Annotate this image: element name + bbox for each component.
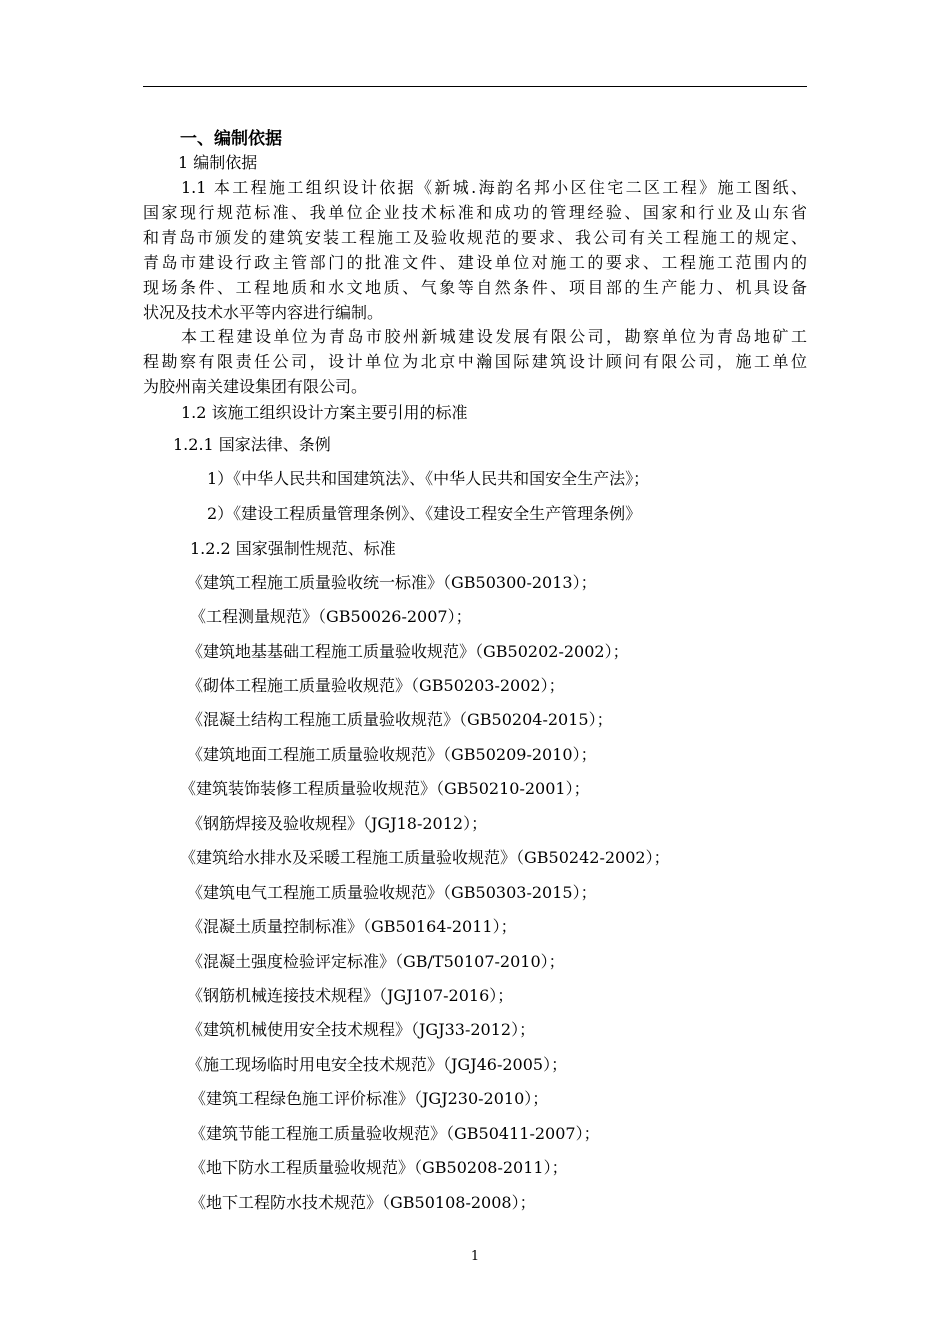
para2-line: 程勘察有限责任公司，设计单位为北京中瀚国际建筑设计顾问有限公司，施工单位 [143, 352, 807, 371]
standard-item: 《建筑节能工程施工质量验收规范》（GB50411-2007）； [190, 1124, 600, 1143]
standard-item: 《建筑机械使用安全技术规程》（JGJ33-2012）； [187, 1020, 536, 1039]
standard-item: 《建筑工程施工质量验收统一标准》（GB50300-2013）； [187, 573, 597, 592]
para1-line: 状况及技术水平等内容进行编制。 [143, 303, 384, 322]
standard-item: 《工程测量规范》（GB50026-2007）； [190, 607, 472, 626]
section-heading: 一、编制依据 [180, 129, 282, 149]
page-number: 1 [470, 1249, 480, 1264]
standard-item: 《建筑地基基础工程施工质量验收规范》（GB50202-2002）； [187, 642, 629, 661]
standard-item: 《砌体工程施工质量验收规范》（GB50203-2002）； [187, 676, 565, 695]
para1-line: 和青岛市颁发的建筑安装工程施工及验收规范的要求、我公司有关工程施工的规定、 [143, 228, 807, 247]
standard-item: 《建筑给水排水及采暖工程施工质量验收规范》（GB50242-2002）； [180, 848, 670, 867]
para2-line: 本工程建设单位为青岛市胶州新城建设发展有限公司，勘察单位为青岛地矿工 [181, 327, 807, 346]
header-rule [143, 86, 807, 87]
standard-item: 《建筑电气工程施工质量验收规范》（GB50303-2015）； [187, 883, 597, 902]
para1-line: 现场条件、工程地质和水文地质、气象等自然条件、项目部的生产能力、机具设备 [143, 278, 807, 297]
sub-heading: 1 编制依据 [178, 153, 258, 172]
standard-item: 《施工现场临时用电安全技术规范》（JGJ46-2005）； [187, 1055, 568, 1074]
para1-line: 1.1 本工程施工组织设计依据《新城.海韵名邦小区住宅二区工程》施工图纸、 [181, 178, 807, 197]
subsection-heading-1-2-2: 1.2.2 国家强制性规范、标准 [190, 539, 396, 558]
standard-item: 《混凝土强度检验评定标准》（GB/T50107-2010）； [187, 952, 565, 971]
standard-item: 《钢筋机械连接技术规程》（JGJ107-2016）； [187, 986, 514, 1005]
subsection-heading-1-2: 1.2 该施工组织设计方案主要引用的标准 [181, 403, 468, 422]
standard-item: 《建筑工程绿色施工评价标准》（JGJ230-2010）； [190, 1089, 549, 1108]
law-item: 1）《中华人民共和国建筑法》、《中华人民共和国安全生产法》； [207, 469, 650, 488]
standard-item: 《混凝土结构工程施工质量验收规范》（GB50204-2015）； [187, 710, 613, 729]
para1-line: 国家现行规范标准、我单位企业技术标准和成功的管理经验、国家和行业及山东省 [143, 203, 807, 222]
law-item: 2）《建设工程质量管理条例》、《建设工程安全生产管理条例》 [207, 504, 642, 523]
standard-item: 《混凝土质量控制标准》（GB50164-2011）； [187, 917, 517, 936]
subsection-heading-1-2-1: 1.2.1 国家法律、条例 [173, 435, 331, 454]
standard-item: 《建筑装饰装修工程质量验收规范》（GB50210-2001）； [180, 779, 590, 798]
standard-item: 《地下防水工程质量验收规范》（GB50208-2011）； [190, 1158, 568, 1177]
para2-line: 为胶州南关建设集团有限公司。 [143, 377, 368, 396]
standard-item: 《钢筋焊接及验收规程》（JGJ18-2012）； [187, 814, 488, 833]
standard-item: 《建筑地面工程施工质量验收规范》（GB50209-2010）； [187, 745, 597, 764]
para1-line: 青岛市建设行政主管部门的批准文件、建设单位对施工的要求、工程施工范围内的 [143, 253, 807, 272]
standard-item: 《地下工程防水技术规范》（GB50108-2008）； [190, 1193, 536, 1212]
